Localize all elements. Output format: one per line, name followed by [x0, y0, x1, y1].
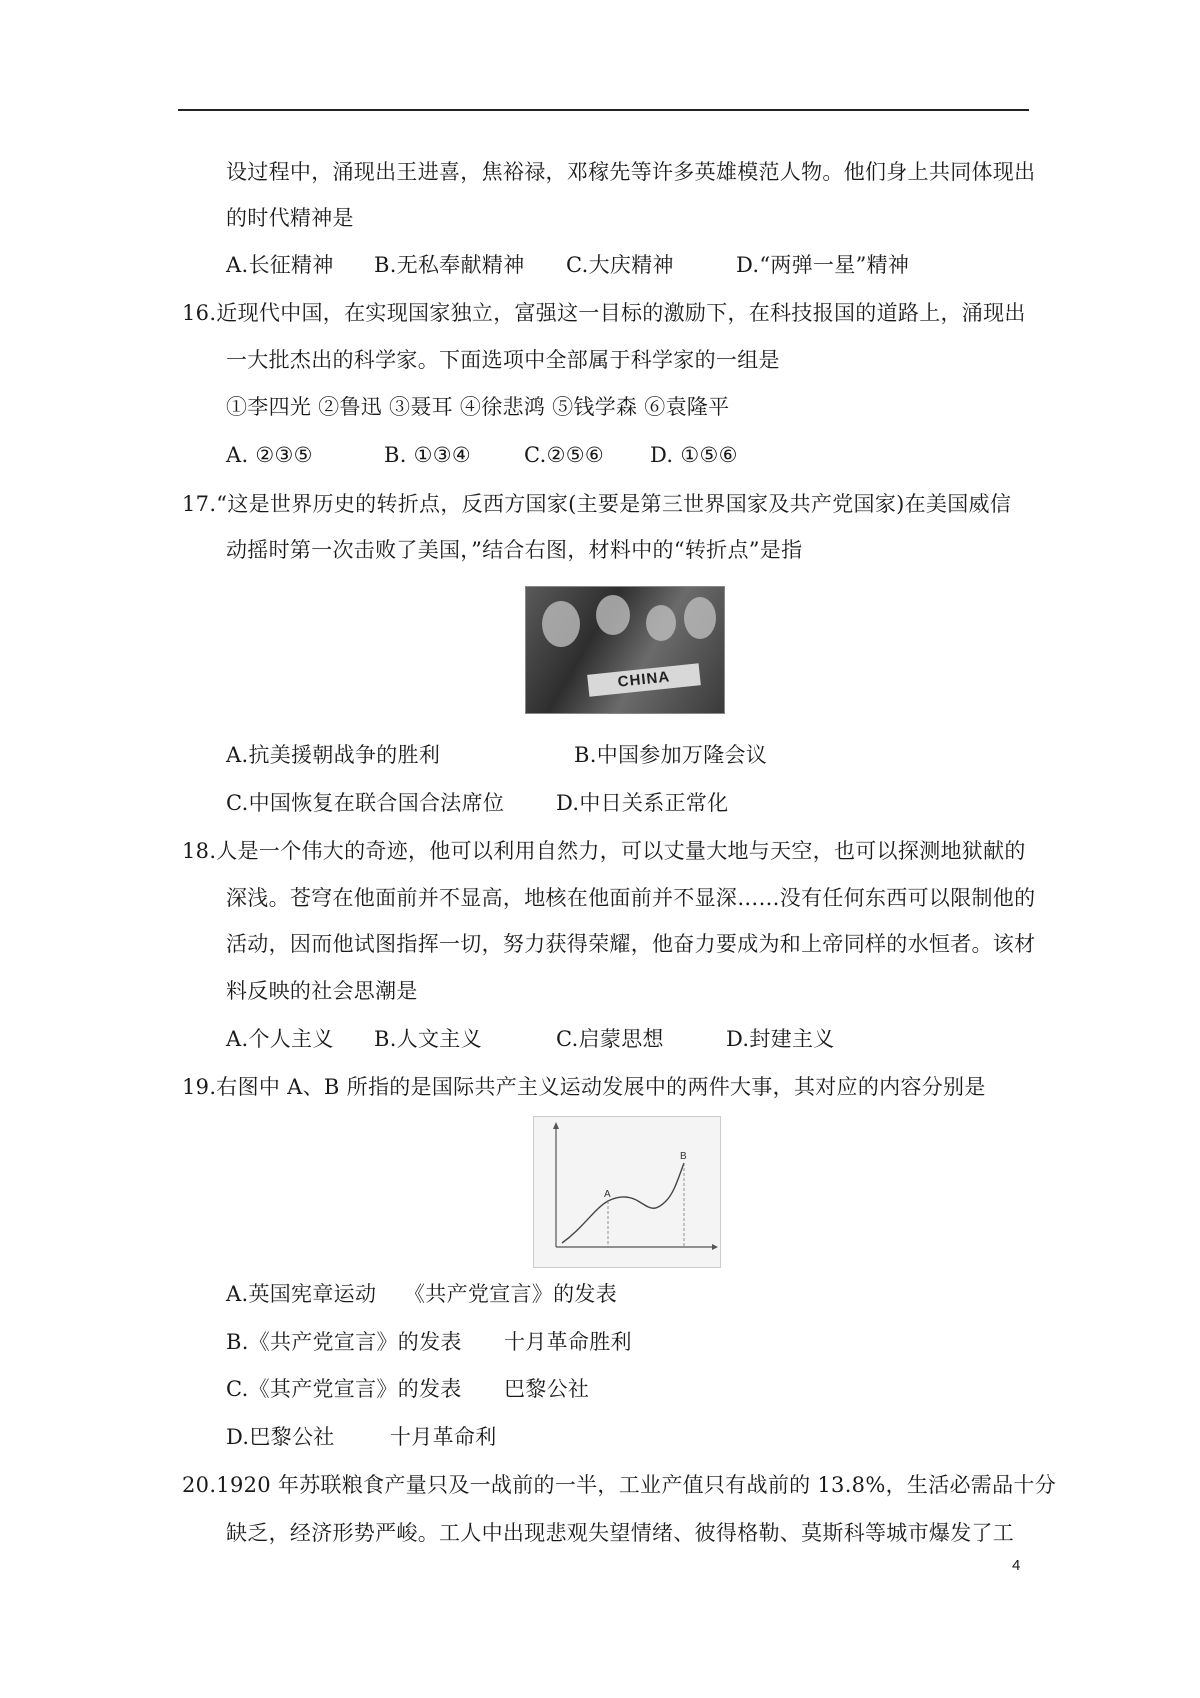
photo-figure [596, 595, 630, 635]
q19-option-a-first: A.英国宪章运动 [226, 1282, 377, 1306]
q19-option-c-second: 巴黎公社 [504, 1377, 590, 1401]
point-b-label: B [680, 1151, 687, 1162]
un-delegation-photo [525, 586, 725, 714]
x-axis-arrow [712, 1244, 718, 1250]
q19-option-b-first: B.《共产党宣言》的发表 [226, 1330, 462, 1354]
point-a-label: A [604, 1189, 611, 1200]
q19-option-c [226, 1374, 590, 1404]
q17-option-c: C.中国恢复在联合国合法席位 [226, 791, 505, 815]
q16-option-a: A. ②③⑤ [226, 443, 313, 467]
q15-line-1: 设过程中，涌现出王进喜，焦裕禄，邓稼先等许多英雄模范人物。他们身上共同体现出 [226, 160, 1036, 184]
q19-option-d-second: 十月革命利 [390, 1425, 497, 1449]
q15-option-c: C.大庆精神 [566, 253, 674, 277]
page-number: 4 [1012, 1557, 1021, 1574]
q17-option-d: D.中日关系正常化 [556, 791, 729, 815]
q17-option-b: B.中国参加万隆会议 [574, 743, 768, 767]
q16-option-d: D. ①⑤⑥ [650, 443, 738, 467]
q15-option-b: B.无私奉献精神 [374, 253, 525, 277]
photo-figure [646, 605, 676, 641]
q19-option-d-first: D.巴黎公社 [226, 1425, 335, 1449]
q19-option-b [226, 1327, 632, 1357]
q18-option-d: D.封建主义 [726, 1027, 835, 1051]
q15-option-d: D.“两弹一星”精神 [736, 253, 910, 277]
q16-line-2: 一大批杰出的科学家。下面选项中全部属于科学家的一组是 [226, 348, 780, 372]
china-nameplate: CHINA [587, 663, 701, 697]
q16-option-b: B. ①③④ [384, 443, 472, 467]
q18-line-4: 料反映的社会思潮是 [226, 979, 418, 1003]
curve-svg [534, 1117, 720, 1267]
q16-items: ①李四光 ②鲁迅 ③聂耳 ④徐悲鸿 ⑤钱学森 ⑥袁隆平 [226, 395, 730, 419]
q16-option-c: C.②⑤⑥ [524, 443, 604, 467]
q18-option-a: A.个人主义 [226, 1027, 334, 1051]
q19-option-b-second: 十月革命胜利 [504, 1330, 632, 1354]
q18-line-3: 活动，因而他试图指挥一切，努力获得荣耀，他奋力要成为和上帝同样的水恒者。该材 [226, 932, 1036, 956]
photo-figure [542, 601, 580, 647]
q19-option-a [226, 1279, 617, 1309]
header-rule [178, 109, 1029, 111]
q15-line-2: 的时代精神是 [226, 206, 354, 230]
q18-option-c: C.启蒙思想 [556, 1027, 664, 1051]
q20-line-2: 缺乏，经济形势严峻。工人中出现悲观失望情绪、彼得格勒、莫斯科等城市爆发了工 [226, 1521, 1015, 1545]
q19-line-1: 19.右图中 A、B 所指的是国际共产主义运动发展中的两件大事，其对应的内容分别是 [182, 1075, 986, 1099]
q19-option-a-second: 《共产党宣言》的发表 [404, 1282, 617, 1306]
y-axis-arrow [553, 1122, 559, 1129]
communist-movement-curve-figure [533, 1116, 721, 1268]
q20-line-1: 20.1920 年苏联粮食产量只及一战前的一半，工业产值只有战前的 13.8%，生活必需品十分 [182, 1473, 1056, 1497]
q19-option-d [226, 1422, 497, 1452]
q17-option-a: A.抗美援朝战争的胜利 [226, 743, 441, 767]
q17-line-2: 动摇时第一次击败了美国，”结合右图，材料中的“转折点”是指 [226, 538, 803, 562]
q19-option-c-first: C.《其产党宣言》的发表 [226, 1377, 462, 1401]
q16-line-1: 16.近现代中国，在实现国家独立，富强这一目标的激励下，在科技报国的道路上，涌现出 [182, 301, 1026, 325]
q18-option-b: B.人文主义 [374, 1027, 482, 1051]
q17-line-1: 17.“这是世界历史的转折点，反西方国家(主要是第三世界国家及共产党国家)在美国威信 [182, 492, 1012, 516]
photo-figure [684, 597, 716, 639]
development-curve [562, 1163, 684, 1243]
q18-line-1: 18.人是一个伟大的奇迹，他可以利用自然力，可以丈量大地与天空，也可以探测地狱献的 [182, 839, 1026, 863]
q18-line-2: 深浅。苍穹在他面前并不显高，地核在他面前并不显深……没有任何东西可以限制他的 [226, 886, 1036, 910]
q15-option-a: A.长征精神 [226, 253, 334, 277]
